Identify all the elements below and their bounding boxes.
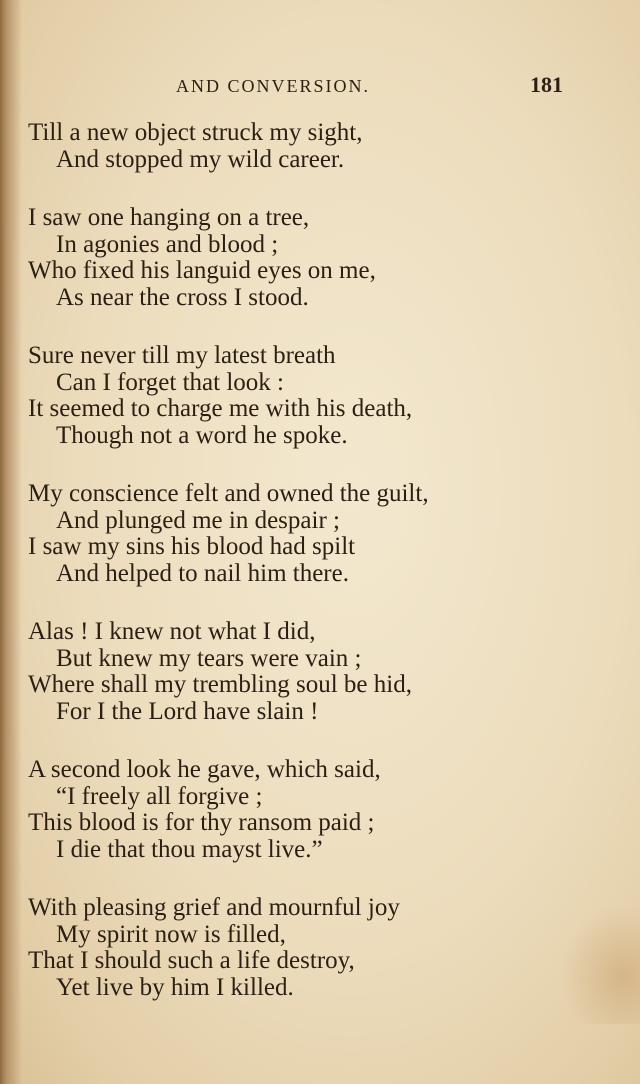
poem-body <box>28 120 608 1033</box>
poem-line: Alas ! I knew not what I did, <box>28 618 316 645</box>
poem-line: And plunged me in despair ; <box>56 506 340 534</box>
stanza-6 <box>28 757 608 863</box>
page-header <box>0 72 640 106</box>
poem-line: My spirit now is filled, <box>56 920 286 948</box>
poem-line: For I the Lord have slain ! <box>56 697 319 725</box>
poem-line: Where shall my trembling soul be hid, <box>28 671 412 698</box>
stanza-4 <box>28 481 608 587</box>
poem-line: Who fixed his languid eyes on me, <box>28 257 376 284</box>
poem-line: I saw my sins his blood had spilt <box>28 533 356 560</box>
poem-line: Till a new object struck my sight, <box>28 119 363 146</box>
running-head: AND CONVERSION. <box>176 76 371 96</box>
poem-line: And stopped my wild career. <box>56 145 345 173</box>
poem-line: Can I forget that look : <box>56 368 284 396</box>
poem-line: As near the cross I stood. <box>56 283 309 311</box>
stanza-5 <box>28 619 608 725</box>
poem-line: My conscience felt and owned the guilt, <box>28 480 429 507</box>
poem-line: With pleasing grief and mournful joy <box>28 894 400 921</box>
poem-line: Sure never till my latest breath <box>28 342 336 369</box>
poem-line: Yet live by him I killed. <box>56 973 294 1001</box>
stanza-2 <box>28 205 608 311</box>
poem-line: That I should such a life destroy, <box>28 947 355 974</box>
stanza-1 <box>28 120 608 173</box>
poem-line: “I freely all forgive ; <box>56 782 263 810</box>
page-gutter-shadow <box>0 0 22 1084</box>
poem-line: In agonies and blood ; <box>56 230 279 258</box>
poem-line: I die that thou mayst live.” <box>56 835 323 863</box>
stanza-3 <box>28 343 608 449</box>
poem-line: Though not a word he spoke. <box>56 421 348 449</box>
poem-line: A second look he gave, which said, <box>28 756 381 783</box>
poem-line: It seemed to charge me with his death, <box>28 395 413 422</box>
poem-line: I saw one hanging on a tree, <box>28 204 310 231</box>
poem-line: And helped to nail him there. <box>56 559 349 587</box>
stanza-7 <box>28 895 608 1001</box>
poem-line: But knew my tears were vain ; <box>56 644 362 672</box>
page-number: 181 <box>530 72 563 97</box>
poem-line: This blood is for thy ransom paid ; <box>28 809 375 836</box>
